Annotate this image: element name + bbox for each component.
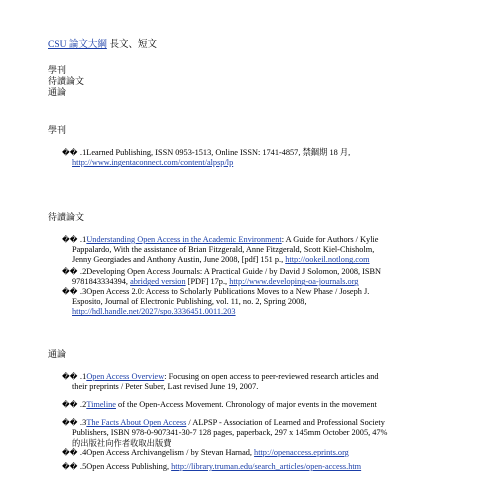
item-link[interactable]: Understanding Open Access in the Academic Environment <box>86 235 282 244</box>
bullet-icon: �� . <box>62 462 83 471</box>
bullet-icon: �� . <box>62 287 83 296</box>
bullet-icon: �� . <box>62 235 83 244</box>
list-item: �� .1Understanding Open Access in the Academic Environment: A Guide for Authors / Kylie Pappalardo, With the assistance of Brian Fitzgerald, Anne Fitzgerald, Scott Kiel-Chisholm, Jenny Georgiades and Anthony Austin, June 2008, [pdf] 151 p., http://ookeil.notlong.com <box>62 235 379 265</box>
list-item: �� .5Open Access Publishing, http://library.truman.edu/search_articles/open-access.htm <box>62 462 362 471</box>
bullet-icon: �� . <box>62 267 83 276</box>
list-item: �� .2Timeline of the Open-Access Movement. Chronology of major events in the movement <box>62 400 377 409</box>
toc-item-reading[interactable]: 待讀論文 <box>48 76 85 86</box>
abridged-version-link[interactable]: abridged version <box>130 277 186 287</box>
bullet-icon: �� . <box>62 418 83 427</box>
item-url-link[interactable]: http://www.developing-oa-journals.org <box>229 277 359 287</box>
page-header <box>48 36 157 50</box>
bullet-icon: �� . <box>62 372 83 381</box>
item-link[interactable]: Timeline <box>86 400 116 409</box>
csu-outline-link[interactable]: CSU 論文大綱 <box>48 40 107 50</box>
section-heading-general: 通論 <box>48 349 67 359</box>
table-of-contents <box>48 65 84 98</box>
list-item: �� .3Open Access 2.0: Access to Scholarly Publications Moves to a New Phase / Joseph J. Esposito, Journal of Electronic Publishing, vol. 11, no. 2, Spring 2008, http://hdl.handle.net/2027/spo.3336451.0011.203 <box>62 287 370 317</box>
item-link[interactable]: The Facts About Open Access <box>86 418 187 427</box>
list-item: �� .4Open Access Archivangelism / by Stevan Harnad, http://openaccess.eprints.org <box>62 448 349 457</box>
bullet-icon: �� . <box>62 400 83 409</box>
list-item: �� .1Open Access Overview: Focusing on open access to peer-reviewed research articles and their preprints / Peter Suber, Last revised June 19, 2007. <box>62 372 379 392</box>
item-link[interactable]: Open Access Overview <box>86 372 165 381</box>
list-item <box>62 148 462 168</box>
list-item: �� .2Developing Open Access Journals: A Practical Guide / by David J Solomon, 2008, ISBN 9781843334394, abridged version [PDF] 17p., http://www.developing-oa-journals.org <box>62 267 382 287</box>
item-url-link[interactable]: http://library.truman.edu/search_articles/open-access.htm <box>171 462 362 471</box>
bullet-icon: �� . <box>62 448 83 457</box>
section-heading-reading: 待讀論文 <box>48 212 85 222</box>
item-url-link[interactable]: http://ookeil.notlong.com <box>285 255 370 265</box>
section-heading-journal: 學刊 <box>48 125 67 135</box>
item-url-link[interactable]: http://hdl.handle.net/2027/spo.3336451.0011.203 <box>72 307 236 317</box>
toc-item-journal[interactable]: 學刊 <box>48 65 67 75</box>
item-text: 1Learned Publishing, ISSN 0953-1513, Online ISSN: 1741-4857, 禁錮期 18 月, <box>82 148 351 157</box>
item-url-link[interactable]: http://openaccess.eprints.org <box>254 448 349 457</box>
list-item: �� .3The Facts About Open Access / ALPSP - Association of Learned and Professional Society Publishers, ISBN 978-0-907341-30-7 128 pages, paperback, 297 x 145mm October 2005, 47% 的出版社向作者收取出版費 <box>62 418 388 449</box>
item-link[interactable]: http://www.ingentaconnect.com/content/alpsp/lp <box>72 158 234 168</box>
bullet-icon: �� . <box>62 148 83 157</box>
header-subtitle: 長文、短文 <box>106 39 157 50</box>
toc-item-general[interactable]: 通論 <box>48 87 67 97</box>
